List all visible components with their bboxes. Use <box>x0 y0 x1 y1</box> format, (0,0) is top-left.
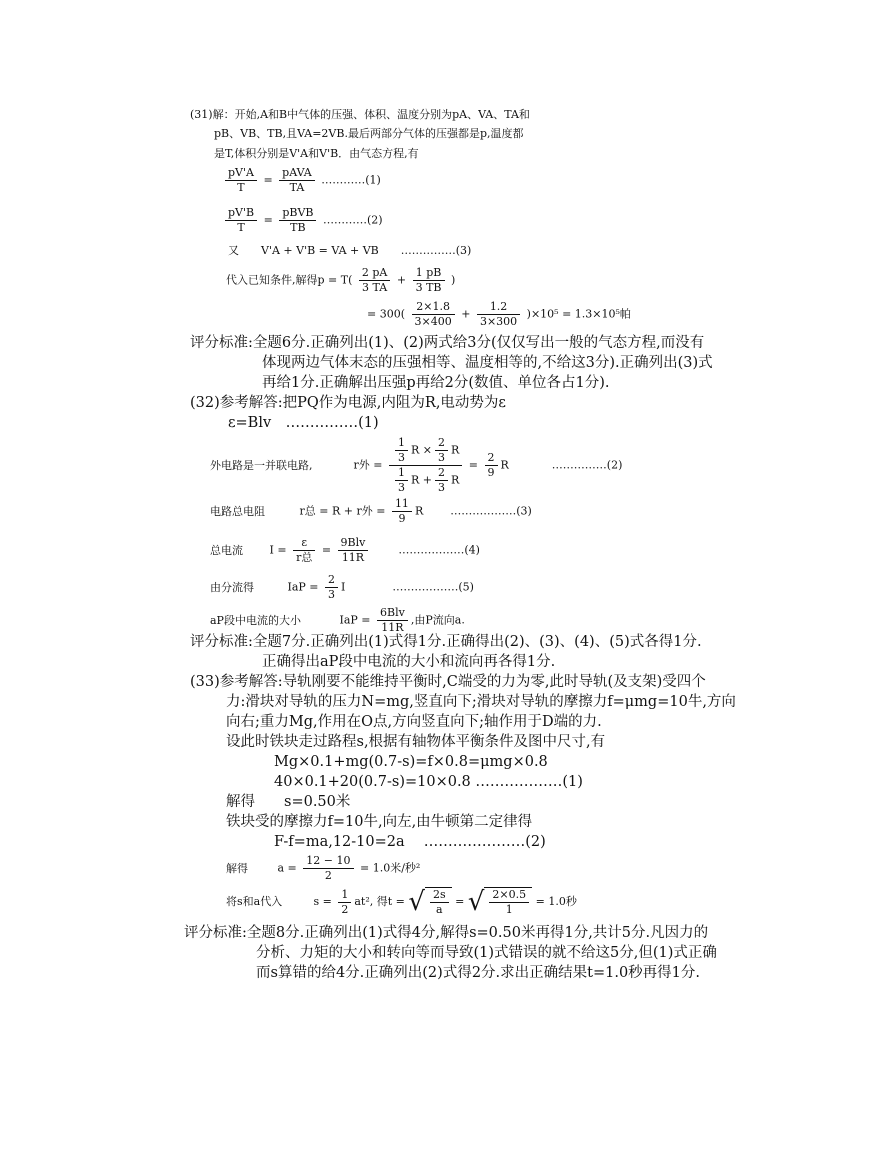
p33-line8: 铁块受的摩擦力f=10牛,向左,由牛顿第二定律得 <box>226 814 533 830</box>
p33-line7: 解得 s=0.50米 <box>226 794 351 810</box>
s31-line1: 评分标准:全题6分.正确列出(1)、(2)两式给3分(仅仅写出一般的气态方程,而没有 <box>190 335 705 351</box>
s32-line2: 正确得出aP段中电流的大小和流向再各得1分. <box>262 654 556 670</box>
p33-line9: F-f=ma,12-10=2a …………………(2) <box>274 834 546 850</box>
s32-line1: 评分标准:全题7分.正确列出(1)式得1分.正确得出(2)、(3)、(4)、(5)式各得1分. <box>190 634 702 650</box>
p31-eq2: $\frac{pV'B}{T}$ = $\frac{\text{pBVB}}{TB}$ …………(2) <box>222 206 383 235</box>
p32-eq3: 电路总电阻 r总 = R + r外 = $\frac{11}{9}$ R ………………(3) <box>210 497 532 525</box>
p31-eq5: = 300( $\frac{2\times 1.8}{3\times 400}$ + $\frac{1.2}{3\times 300}$ )×10⁵ = 1.3×10⁵帕 <box>367 300 631 328</box>
p33-line4: 设此时铁块走过路程s,根据有轴物体平衡条件及图中尺寸,有 <box>226 734 606 750</box>
p33-line6: 40×0.1+20(0.7-s)=10×0.8 ………………(1) <box>274 774 583 790</box>
p31-eq1: $\frac{pV'A}{T}$ = $\frac{\text{pAVA}}{TA}$ …………(1) <box>222 166 381 195</box>
s31-line2: 体现两边气体末态的压强相等、温度相等的,不给这3分).正确列出(3)式 <box>262 355 713 371</box>
s33-line2: 分析、力矩的大小和转向等而导致(1)式错误的就不给这5分,但(1)式正确 <box>256 945 717 961</box>
p32-eq5: 由分流得 IaP = $\frac{2}{3}$ I ………………(5) <box>210 573 474 601</box>
p33-eq-t: 将s和a代入 s = $\frac{1}{2}$ at², 得t = √ $\frac{2s}{a}$ = √ $\frac{2\times 0.5}{1}$ = 1.0秒 <box>226 887 577 917</box>
p33-line1: (33)参考解答:导轨刚要不能维持平衡时,C端受的力为零,此时导轨(及支架)受四个 <box>190 674 706 690</box>
p31-eq4: 代入已知条件,解得p = T( $\frac{2 pA}{3 TA}$ + $\frac{1 pB}{3 TB}$ ) <box>226 266 456 294</box>
p31-eq3: 又 V'A + V'B = VA + VB ……………(3) <box>228 244 472 257</box>
p32-line1: (32)参考解答:把PQ作为电源,内阻为R,电动势为ε <box>190 395 506 411</box>
p33-line2: 力:滑块对导轨的压力N=mg,竖直向下;滑块对导轨的摩擦力f=μmg=10牛,方向 <box>226 694 736 710</box>
p33-eq-a: 解得 a = $\frac{12 - 10}{2}$ = 1.0米/秒² <box>226 854 421 882</box>
p31-line2: pB、VB、TB,且VA=2VB.最后两部分气体的压强都是p,温度都 <box>214 127 524 140</box>
p32-eq2: 外电路是一并联电路, r外 = $\frac{1}{3}$ R × $\frac{2}{3}$ R $\frac{1}{3}$ R + $\frac{2}{3}$ R = $\frac{2}{9}$ R ……………(2) <box>210 436 623 494</box>
s33-line1: 评分标准:全题8分.正确列出(1)式得4分,解得s=0.50米再得1分,共计5分.凡因力的 <box>184 925 709 941</box>
p31-line3: 是T,体积分别是V'A和V'B．由气态方程,有 <box>214 147 419 160</box>
p33-line5: Mg×0.1+mg(0.7-s)=f×0.8=μmg×0.8 <box>274 754 548 770</box>
p32-eq4: 总电流 I = $\frac{\varepsilon}{\text{r总}}$ = $\frac{\text{9Blv}}{11R}$ ………………(4) <box>210 536 480 564</box>
p32-eq6: aP段中电流的大小 IaP = $\frac{\text{6Blv}}{11R}$ ,由P流向a. <box>210 606 465 634</box>
s31-line3: 再给1分.正确解出压强p再给2分(数值、单位各占1分). <box>262 375 610 391</box>
p32-line2: ε=Blv ……………(1) <box>228 415 379 431</box>
p33-line3: 向右;重力Mg,作用在O点,方向竖直向下;轴作用于D端的力. <box>226 714 602 730</box>
s33-line3: 而s算错的给4分.正确列出(2)式得2分.求出正确结果t=1.0秒再得1分. <box>256 965 701 981</box>
p31-line1: (31)解：开始,A和B中气体的压强、体积、温度分别为pA、VA、TA和 <box>190 108 530 121</box>
